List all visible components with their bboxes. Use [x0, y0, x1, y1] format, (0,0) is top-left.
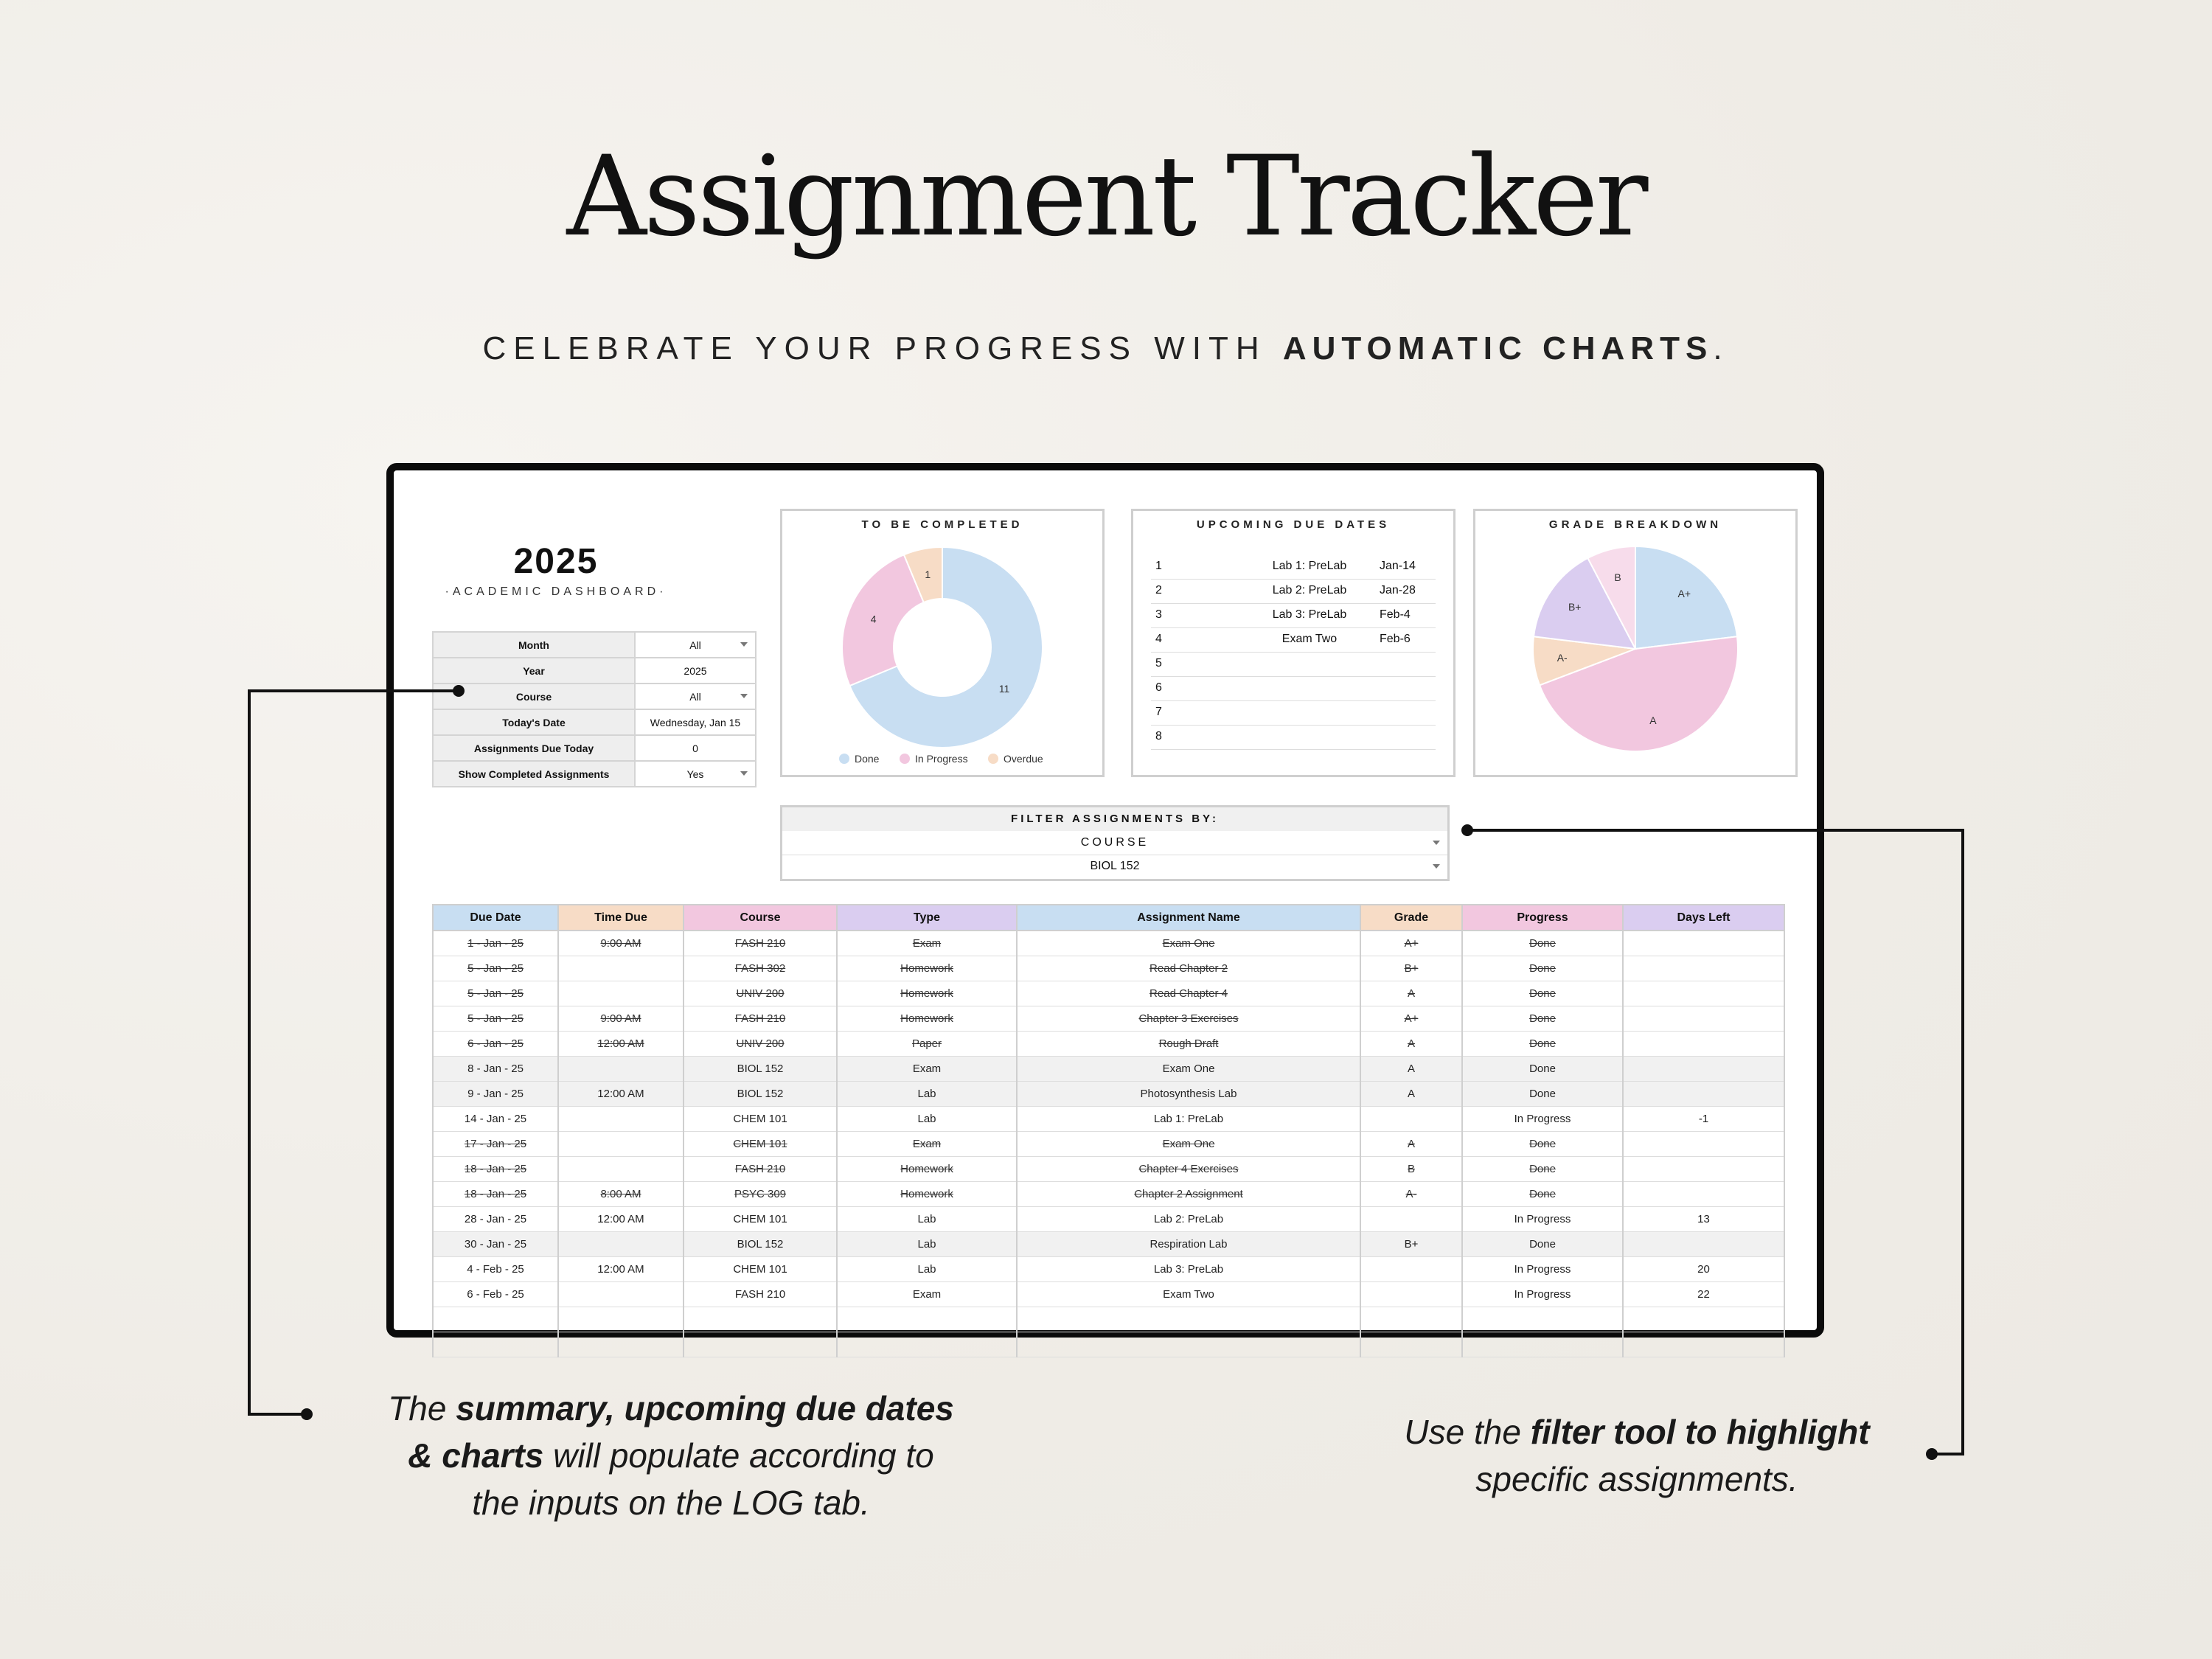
upcoming-number: 8 [1155, 730, 1162, 742]
table-cell[interactable]: B+ [1360, 1232, 1462, 1257]
caption-bold: summary, upcoming due dates [456, 1389, 954, 1427]
summary-select[interactable]: All [635, 632, 756, 658]
upcoming-row [1151, 580, 1436, 604]
table-cell[interactable]: Exam One [1017, 1132, 1360, 1157]
table-cell[interactable]: Exam [837, 1282, 1017, 1307]
table-row[interactable] [433, 1332, 1784, 1357]
upcoming-number: 7 [1155, 706, 1162, 718]
table-cell[interactable] [558, 1307, 684, 1332]
filter-field-select[interactable] [782, 831, 1447, 855]
table-cell[interactable]: 1 - Jan - 25 [433, 931, 558, 956]
table-cell[interactable]: 14 - Jan - 25 [433, 1107, 558, 1132]
upcoming-name: Lab 3: PreLab [1272, 608, 1347, 621]
table-cell[interactable]: CHEM 101 [684, 1107, 837, 1132]
upcoming-number: 5 [1155, 657, 1162, 669]
table-cell[interactable]: Done [1462, 1182, 1623, 1207]
table-cell[interactable]: A [1360, 981, 1462, 1006]
table-cell[interactable]: Done [1462, 1132, 1623, 1157]
table-cell[interactable] [1623, 1006, 1784, 1032]
table-cell[interactable] [558, 1132, 684, 1157]
table-cell[interactable]: 12:00 AM [558, 1082, 684, 1107]
summary-key: Course [433, 684, 635, 709]
connector-dot [1461, 824, 1473, 836]
summary-key: Month [433, 632, 635, 658]
table-cell[interactable]: 18 - Jan - 25 [433, 1182, 558, 1207]
table-cell[interactable]: BIOL 152 [684, 1057, 837, 1082]
table-cell[interactable]: 13 [1623, 1207, 1784, 1232]
table-cell[interactable] [837, 1332, 1017, 1357]
table-cell[interactable]: In Progress [1462, 1107, 1623, 1132]
table-cell[interactable]: Respiration Lab [1017, 1232, 1360, 1257]
table-row[interactable] [433, 1232, 1784, 1257]
upcoming-number: 2 [1155, 584, 1162, 597]
table-cell[interactable]: Read Chapter 4 [1017, 981, 1360, 1006]
table-cell[interactable] [433, 1307, 558, 1332]
table-cell[interactable]: Exam [837, 931, 1017, 956]
table-cell[interactable]: FASH 302 [684, 956, 837, 981]
table-row[interactable] [433, 956, 1784, 981]
connector-dot [453, 685, 465, 697]
upcoming-date: Feb-4 [1380, 608, 1411, 621]
summary-key: Today's Date [433, 709, 635, 735]
table-cell[interactable] [837, 1307, 1017, 1332]
table-cell[interactable]: Exam Two [1017, 1282, 1360, 1307]
table-cell[interactable]: Lab 2: PreLab [1017, 1207, 1360, 1232]
upcoming-row [1151, 653, 1436, 677]
legend-swatch [839, 754, 849, 764]
hero-title: Assignment Tracker [566, 133, 1646, 261]
table-cell[interactable]: 12:00 AM [558, 1207, 684, 1232]
upcoming-row [1151, 726, 1436, 750]
filter-value: BIOL 152 [1090, 860, 1140, 872]
table-cell[interactable]: 4 - Feb - 25 [433, 1257, 558, 1282]
table-cell[interactable]: A- [1360, 1182, 1462, 1207]
table-row[interactable] [433, 1032, 1784, 1057]
dashboard-screenshot [386, 463, 1824, 1338]
table-cell[interactable]: Lab [837, 1207, 1017, 1232]
table-cell[interactable]: 9:00 AM [558, 931, 684, 956]
table-cell[interactable]: Homework [837, 956, 1017, 981]
table-cell[interactable]: UNIV 200 [684, 1032, 837, 1057]
slice-label: 4 [870, 613, 877, 625]
table-cell[interactable]: Exam One [1017, 1057, 1360, 1082]
table-cell[interactable]: CHEM 101 [684, 1132, 837, 1157]
table-cell[interactable] [558, 1107, 684, 1132]
table-cell[interactable] [1017, 1332, 1360, 1357]
slice-label: A- [1557, 652, 1568, 664]
table-cell[interactable]: Rough Draft [1017, 1032, 1360, 1057]
table-cell[interactable]: Read Chapter 2 [1017, 956, 1360, 981]
table-row[interactable] [433, 981, 1784, 1006]
to-be-completed-panel [780, 509, 1105, 777]
table-cell[interactable]: Exam [837, 1132, 1017, 1157]
connector-line [1961, 829, 1964, 1455]
table-cell[interactable] [1623, 1132, 1784, 1157]
upcoming-number: 6 [1155, 681, 1162, 694]
filter-value-select[interactable] [782, 855, 1447, 878]
upcoming-row [1151, 555, 1436, 580]
upcoming-name: Lab 1: PreLab [1272, 560, 1347, 572]
table-cell[interactable]: 18 - Jan - 25 [433, 1157, 558, 1182]
connector-dot [301, 1408, 313, 1420]
table-cell[interactable]: Done [1462, 1082, 1623, 1107]
table-cell[interactable]: 20 [1623, 1257, 1784, 1282]
slice-label: B+ [1568, 601, 1582, 613]
table-cell[interactable]: A [1360, 1082, 1462, 1107]
slice-label: 1 [925, 568, 931, 580]
connector-line [1467, 829, 1964, 832]
connector-line [248, 689, 462, 692]
table-row[interactable] [433, 1132, 1784, 1157]
slice-label: B [1614, 571, 1621, 583]
filter-title: FILTER ASSIGNMENTS BY: [782, 807, 1447, 831]
table-cell[interactable]: BIOL 152 [684, 1232, 837, 1257]
table-cell[interactable] [433, 1332, 558, 1357]
table-cell[interactable]: B+ [1360, 956, 1462, 981]
table-cell[interactable]: Done [1462, 1232, 1623, 1257]
summary-value: Wednesday, Jan 15 [635, 709, 756, 735]
panel-title: GRADE BREAKDOWN [1548, 518, 1722, 531]
table-cell[interactable] [558, 1157, 684, 1182]
column-header[interactable]: Time Due [558, 905, 684, 931]
upcoming-date: Jan-28 [1380, 584, 1416, 597]
slice-label: 11 [998, 683, 1010, 695]
hero-subtitle [0, 330, 2212, 367]
caption-bold: & charts [408, 1436, 544, 1475]
caption-left [324, 1385, 1018, 1526]
table-cell[interactable]: 5 - Jan - 25 [433, 1006, 558, 1032]
table-row[interactable] [433, 1182, 1784, 1207]
table-cell[interactable]: 8:00 AM [558, 1182, 684, 1207]
table-cell[interactable]: 12:00 AM [558, 1257, 684, 1282]
table-cell[interactable]: A+ [1360, 931, 1462, 956]
connector-line [248, 689, 251, 1416]
upcoming-number: 4 [1155, 633, 1162, 645]
column-header[interactable]: Due Date [433, 905, 558, 931]
table-cell[interactable]: FASH 210 [684, 1282, 837, 1307]
table-cell[interactable]: A+ [1360, 1006, 1462, 1032]
grade-breakdown-panel [1473, 509, 1798, 777]
table-cell[interactable]: 22 [1623, 1282, 1784, 1307]
table-cell[interactable] [1623, 981, 1784, 1006]
summary-row [433, 761, 756, 787]
table-cell[interactable] [1017, 1307, 1360, 1332]
table-cell[interactable]: Lab [837, 1082, 1017, 1107]
upcoming-number: 1 [1155, 560, 1162, 572]
summary-key: Assignments Due Today [433, 735, 635, 761]
filter-field-value: COURSE [1080, 836, 1150, 849]
column-header[interactable]: Assignment Name [1017, 905, 1360, 931]
table-cell[interactable]: Homework [837, 981, 1017, 1006]
table-cell[interactable]: Lab [837, 1232, 1017, 1257]
table-cell[interactable]: Exam One [1017, 931, 1360, 956]
table-cell[interactable]: UNIV 200 [684, 981, 837, 1006]
table-cell[interactable] [1623, 956, 1784, 981]
table-cell[interactable]: Done [1462, 1157, 1623, 1182]
summary-row [433, 684, 756, 709]
table-cell[interactable]: 6 - Jan - 25 [433, 1032, 558, 1057]
panel-title: TO BE COMPLETED [861, 518, 1023, 531]
filter-panel [780, 805, 1450, 881]
table-cell[interactable] [1623, 1182, 1784, 1207]
caption-text: The [388, 1389, 456, 1427]
table-cell[interactable]: Done [1462, 981, 1623, 1006]
column-header[interactable]: Type [837, 905, 1017, 931]
table-cell[interactable]: Chapter 4 Exercises [1017, 1157, 1360, 1182]
table-cell[interactable]: FASH 210 [684, 1006, 837, 1032]
table-cell[interactable] [558, 1057, 684, 1082]
table-cell[interactable] [1360, 1107, 1462, 1132]
summary-key: Show Completed Assignments [433, 761, 635, 787]
upcoming-date: Feb-6 [1380, 633, 1411, 645]
connector-line [248, 1413, 307, 1416]
summary-row [433, 658, 756, 684]
upcoming-name: Exam Two [1281, 633, 1338, 645]
caption-text: the inputs on the LOG tab. [472, 1484, 870, 1522]
subtitle-plain: CELEBRATE YOUR PROGRESS WITH [482, 330, 1283, 366]
table-cell[interactable]: 28 - Jan - 25 [433, 1207, 558, 1232]
panel-title: UPCOMING DUE DATES [1196, 518, 1391, 531]
table-cell[interactable] [1623, 1057, 1784, 1082]
column-header[interactable]: Progress [1462, 905, 1623, 931]
summary-select[interactable]: All [635, 684, 756, 709]
table-cell[interactable] [558, 1232, 684, 1257]
caption-bold: filter tool to highlight [1530, 1413, 1870, 1451]
table-cell[interactable] [1623, 1232, 1784, 1257]
caption-text: specific assignments. [1475, 1460, 1798, 1498]
caption-right [1342, 1408, 1932, 1503]
upcoming-number: 3 [1155, 608, 1162, 621]
upcoming-date: Jan-14 [1380, 560, 1416, 572]
table-cell[interactable]: 5 - Jan - 25 [433, 981, 558, 1006]
table-cell[interactable]: 8 - Jan - 25 [433, 1057, 558, 1082]
table-cell[interactable]: 30 - Jan - 25 [433, 1232, 558, 1257]
upcoming-row [1151, 701, 1436, 726]
table-cell[interactable]: Paper [837, 1032, 1017, 1057]
table-cell[interactable]: Homework [837, 1006, 1017, 1032]
table-row[interactable] [433, 1006, 1784, 1032]
table-row[interactable] [433, 1257, 1784, 1282]
legend-swatch [900, 754, 910, 764]
table-cell[interactable]: 9 - Jan - 25 [433, 1082, 558, 1107]
table-cell[interactable] [1360, 1257, 1462, 1282]
column-header[interactable]: Course [684, 905, 837, 931]
summary-row [433, 735, 756, 761]
table-row[interactable] [433, 931, 1784, 956]
table-cell[interactable]: BIOL 152 [684, 1082, 837, 1107]
table-cell[interactable]: Homework [837, 1182, 1017, 1207]
table-cell[interactable] [1623, 1307, 1784, 1332]
table-cell[interactable]: In Progress [1462, 1282, 1623, 1307]
subtitle-end: . [1713, 330, 1730, 366]
table-cell[interactable]: A [1360, 1132, 1462, 1157]
table-cell[interactable]: FASH 210 [684, 1157, 837, 1182]
summary-table [432, 631, 757, 787]
legend-label: In Progress [915, 753, 968, 765]
table-cell[interactable]: Chapter 2 Assignment [1017, 1182, 1360, 1207]
summary-select[interactable]: Yes [635, 761, 756, 787]
table-cell[interactable]: PSYC 309 [684, 1182, 837, 1207]
legend-label: Overdue [1004, 753, 1043, 765]
table-cell[interactable] [558, 1282, 684, 1307]
table-cell[interactable] [684, 1332, 837, 1357]
caption-text: will populate according to [543, 1436, 934, 1475]
table-cell[interactable]: -1 [1623, 1107, 1784, 1132]
caption-text: Use the [1404, 1413, 1531, 1451]
assignments-table [432, 904, 1785, 1357]
legend-swatch [988, 754, 998, 764]
table-cell[interactable] [1462, 1307, 1623, 1332]
upcoming-row [1151, 628, 1436, 653]
table-cell[interactable] [1360, 1282, 1462, 1307]
table-cell[interactable]: In Progress [1462, 1257, 1623, 1282]
column-header[interactable]: Grade [1360, 905, 1462, 931]
table-cell[interactable] [1623, 1332, 1784, 1357]
table-row[interactable] [433, 1057, 1784, 1082]
table-cell[interactable]: Done [1462, 1032, 1623, 1057]
table-cell[interactable]: Lab [837, 1257, 1017, 1282]
table-cell[interactable]: Lab 1: PreLab [1017, 1107, 1360, 1132]
table-row[interactable] [433, 1082, 1784, 1107]
table-cell[interactable]: Lab [837, 1107, 1017, 1132]
table-cell[interactable]: A [1360, 1032, 1462, 1057]
table-cell[interactable] [558, 1332, 684, 1357]
table-cell[interactable] [1360, 1307, 1462, 1332]
table-cell[interactable]: Homework [837, 1157, 1017, 1182]
table-cell[interactable] [558, 981, 684, 1006]
subtitle-bold: AUTOMATIC CHARTS [1282, 330, 1714, 366]
summary-row [433, 632, 756, 658]
table-cell[interactable]: Chapter 3 Exercises [1017, 1006, 1360, 1032]
table-cell[interactable]: Photosynthesis Lab [1017, 1082, 1360, 1107]
to-be-completed-donut-chart [782, 511, 1102, 775]
table-cell[interactable]: B [1360, 1157, 1462, 1182]
table-cell[interactable] [1623, 931, 1784, 956]
table-cell[interactable]: Exam [837, 1057, 1017, 1082]
grade-breakdown-pie-chart [1475, 511, 1795, 775]
table-row[interactable] [433, 1107, 1784, 1132]
table-row[interactable] [433, 1207, 1784, 1232]
table-cell[interactable]: 12:00 AM [558, 1032, 684, 1057]
legend-label: Done [855, 753, 880, 765]
table-cell[interactable] [1623, 1082, 1784, 1107]
table-cell[interactable] [1462, 1332, 1623, 1357]
slice-label: A+ [1677, 588, 1691, 600]
table-cell[interactable]: In Progress [1462, 1207, 1623, 1232]
dashboard-label: ·ACADEMIC DASHBOARD· [445, 585, 667, 598]
table-row[interactable] [433, 1282, 1784, 1307]
summary-key: Year [433, 658, 635, 684]
table-row[interactable] [433, 1157, 1784, 1182]
upcoming-row [1151, 677, 1436, 701]
table-cell[interactable]: 9:00 AM [558, 1006, 684, 1032]
table-cell[interactable]: Lab 3: PreLab [1017, 1257, 1360, 1282]
table-cell[interactable] [1360, 1332, 1462, 1357]
table-cell[interactable]: Done [1462, 1006, 1623, 1032]
upcoming-due-dates-panel [1131, 509, 1455, 777]
table-cell[interactable]: CHEM 101 [684, 1257, 837, 1282]
slice-label: A [1649, 714, 1657, 727]
table-row[interactable] [433, 1307, 1784, 1332]
summary-value: 0 [635, 735, 756, 761]
table-cell[interactable]: 5 - Jan - 25 [433, 956, 558, 981]
table-cell[interactable] [1623, 1032, 1784, 1057]
upcoming-row [1151, 604, 1436, 628]
table-cell[interactable]: Done [1462, 931, 1623, 956]
table-cell[interactable] [684, 1307, 837, 1332]
table-cell[interactable]: 6 - Feb - 25 [433, 1282, 558, 1307]
summary-value: 2025 [635, 658, 756, 684]
table-cell[interactable]: CHEM 101 [684, 1207, 837, 1232]
dashboard-year: 2025 [513, 542, 599, 581]
table-cell[interactable] [558, 956, 684, 981]
table-cell[interactable] [1360, 1207, 1462, 1232]
table-cell[interactable]: FASH 210 [684, 931, 837, 956]
column-header[interactable]: Days Left [1623, 905, 1784, 931]
table-cell[interactable]: Done [1462, 1057, 1623, 1082]
table-cell[interactable]: Done [1462, 956, 1623, 981]
table-cell[interactable]: 17 - Jan - 25 [433, 1132, 558, 1157]
table-cell[interactable]: A [1360, 1057, 1462, 1082]
summary-row [433, 709, 756, 735]
table-cell[interactable] [1623, 1157, 1784, 1182]
upcoming-name: Lab 2: PreLab [1272, 584, 1347, 597]
